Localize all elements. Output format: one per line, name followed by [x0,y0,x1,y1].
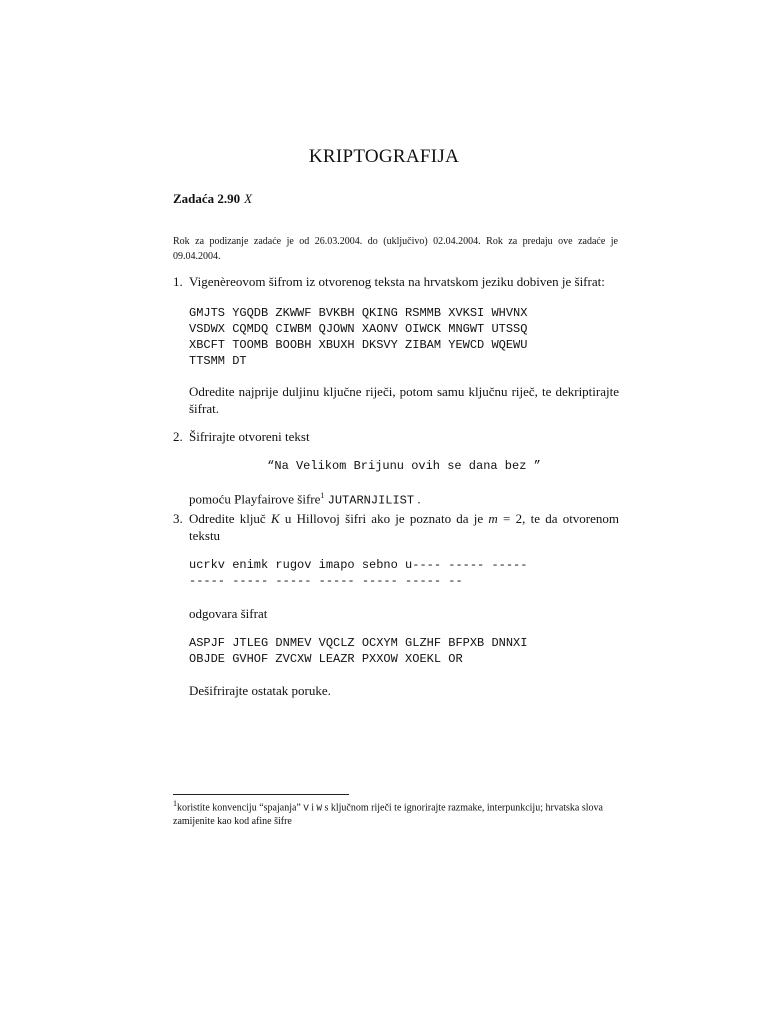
task-variant: X [244,191,253,206]
method-end: . [417,491,421,507]
method-text: pomoću Playfairove šifre [189,491,321,507]
cipher-line: OBJDE GVHOF ZVCXW LEAZR PXXOW XOEKL OR [189,652,463,666]
cipher-line: GMJTS YGQDB ZKWWF BVKBH QKING RSMMB XVKSI WHVNX [189,306,528,320]
plaintext-quote: “Na Velikom Brijunu ovih se dana bez ” [267,459,541,473]
corresponds-text: odgovara šifrat [189,606,268,621]
cipher-line: ASPJF JTLEG DNMEV VQCLZ OCXYM GLZHF BFPXB DNNXI [189,636,528,650]
problem-instruction: Odredite najprije duljinu ključne riječi, potom samu ključnu riječ, te dekriptirajte šifrat. [189,384,619,416]
cipher-line: TTSMM DT [189,354,247,368]
problem-number: 3. [173,511,183,526]
problem-intro: Vigenèreovom šifrom iz otvorenog teksta na hrvatskom jeziku dobiven je šifrat: [189,274,605,289]
page-title: KRIPTOGRAFIJA [308,146,460,167]
problem-intro: Odredite ključ K u Hillovoj šifri ako je poznato da je m = 2, te da otvorenom tekstu [189,511,620,543]
var-m: m [488,511,498,526]
problem-intro: Šifrirajte otvoreni tekst [189,429,310,444]
playfair-key: JUTARNJILIST [327,493,415,508]
code-v: V [303,803,309,814]
footnote-rule [173,794,349,795]
footnote-mark: 1 [173,799,177,808]
footnote: $^1$koristite konvenciju “spajanja” V i W s ključnom riječi te ignorirajte razmake, interpunkciju; hrvatska slova zamijenite kao kod afine šifre [173,799,603,828]
plaintext-line: ucrkv enimk rugov imapo sebno u---- ----- ----- [189,558,528,572]
cipher-line: XBCFT TOOMB BOOBH XBUXH DKSVY ZIBAM YEWCD WQEWU [189,338,528,352]
footnote-ref: 1 [320,491,325,500]
code-w: W [316,803,322,814]
task-heading [173,191,252,207]
problem-2 [173,428,619,508]
method-line [189,487,619,508]
task-label: Zadaća 2.90 [173,191,241,206]
problem-instruction: Dešifrirajte ostatak poruke. [189,683,331,698]
plaintext-line: ----- ----- ----- ----- ----- ----- -- [189,574,463,588]
deadline-text: Rok za podizanje zadaće je od 26.03.2004. do (uključivo) 02.04.2004. Rok za predaju ove zadaće je 09.04.2004. [173,236,618,262]
cipher-line: VSDWX CQMDQ CIWBM QJOWN XAONV OIWCK MNGWT UTSSQ [189,322,528,336]
problem-number: 1. [173,274,183,289]
problem-1 [173,273,619,417]
problem-number: 2. [173,429,183,444]
var-k: K [270,511,280,526]
problem-3 [173,510,620,699]
